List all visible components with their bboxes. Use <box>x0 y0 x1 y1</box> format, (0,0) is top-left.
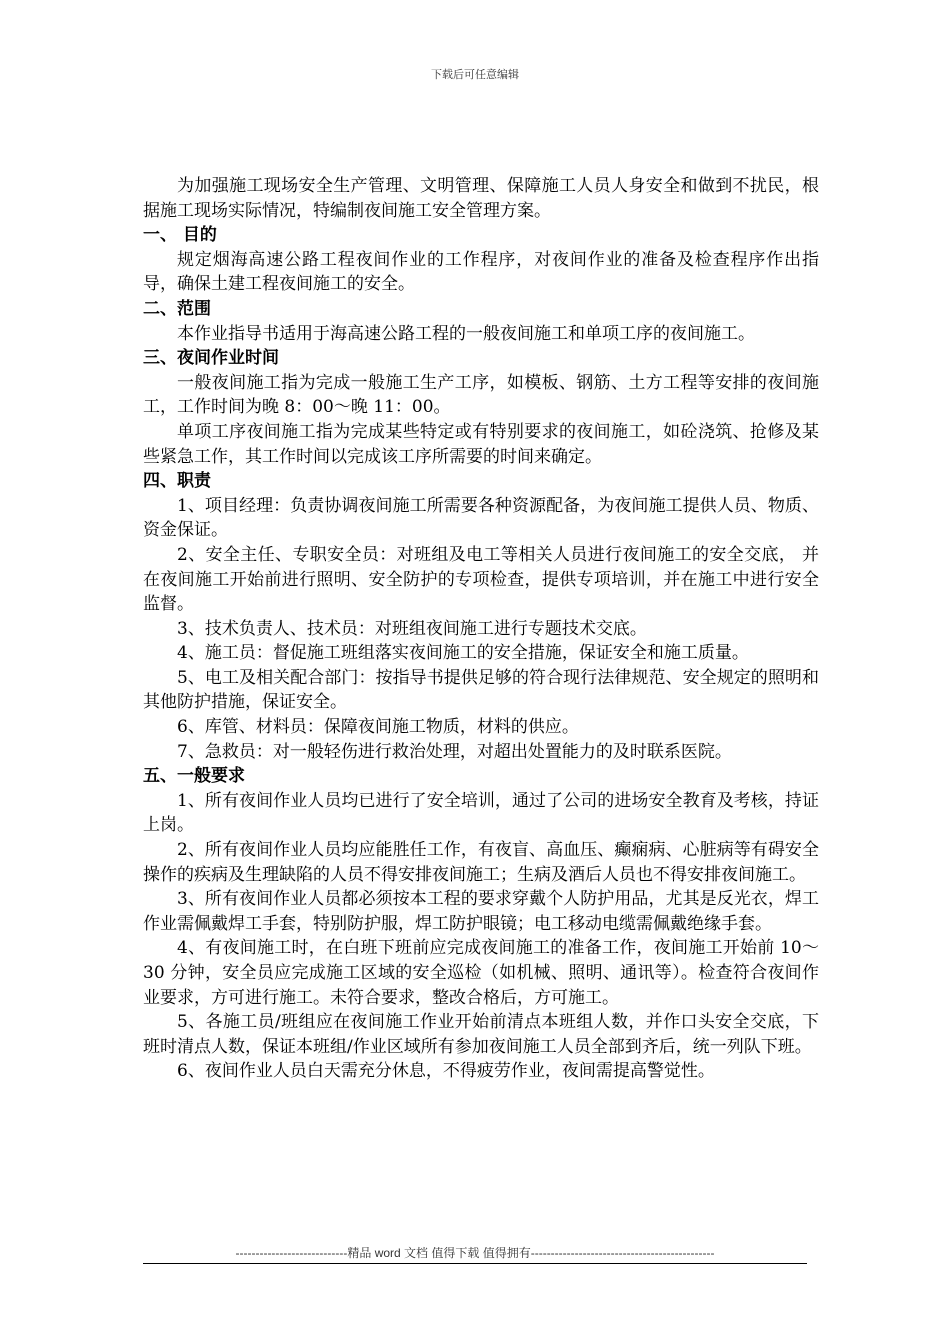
requirement-item: 6、夜间作业人员白天需充分休息，不得疲劳作业，夜间需提高警觉性。 <box>177 1061 715 1082</box>
requirement-item: 1、所有夜间作业人员均已进行了安全培训，通过了公司的进场安全教育及考核，持证上岗。 <box>143 790 819 836</box>
night-hours-paragraph: 一般夜间施工指为完成一般施工生产工序，如模板、钢筋、土方工程等安排的夜间施工，工作时间为晚 8：00～晚 11：00。 <box>143 372 819 418</box>
footer-text: ----------------------------精品 word 文档 值得下载 值得拥有---------------------------------------------- <box>235 1246 715 1260</box>
responsibility-item: 1、项目经理：负责协调夜间施工所需要各种资源配备，为夜间施工提供人员、物质、资金保证。 <box>143 495 819 541</box>
requirement-item: 5、各施工员/班组应在夜间施工作业开始前清点本班组人数，并作口头安全交底，下班时清点人数，保证本班组/作业区域所有参加夜间施工人员全部到齐后，统一列队下班。 <box>143 1012 819 1057</box>
section-heading-general-requirements: 五、一般要求 <box>143 766 245 787</box>
responsibility-item: 4、施工员：督促施工班组落实夜间施工的安全措施，保证安全和施工质量。 <box>177 643 749 664</box>
section-heading-scope: 二、范围 <box>143 298 211 319</box>
section-heading-night-hours: 三、夜间作业时间 <box>143 348 279 369</box>
requirement-item: 3、所有夜间作业人员都必须按本工程的要求穿戴个人防护用品，尤其是反光衣，焊工作业需佩戴焊工手套，特别防护服，焊工防护眼镜；电工移动电缆需佩戴绝缘手套。 <box>143 889 819 934</box>
responsibility-item: 6、库管、材料员：保障夜间施工物质，材料的供应。 <box>177 717 579 738</box>
requirement-item: 4、有夜间施工时，在白班下班前应完成夜间施工的准备工作，夜间施工开始前 10～30 分钟，安全员应完成施工区域的安全巡检（如机械、照明、通讯等）。检查符合夜间作业要求，方可进行施工。未符合要求，整改合格后，方可施工。 <box>143 938 819 1008</box>
responsibility-item: 2、安全主任、专职安全员：对班组及电工等相关人员进行夜间施工的安全交底， 并在夜间施工开始前进行照明、安全防护的专项检查，提供专项培训，并在施工中进行安全监督。 <box>143 544 819 615</box>
responsibility-item: 7、急救员：对一般轻伤进行救治处理，对超出处置能力的及时联系医院。 <box>177 741 732 762</box>
purpose-paragraph: 规定烟海高速公路工程夜间作业的工作程序，对夜间作业的准备及检查程序作出指导，确保土建工程夜间施工的安全。 <box>143 249 819 295</box>
scope-paragraph: 本作业指导书适用于海高速公路工程的一般夜间施工和单项工序的夜间施工。 <box>177 323 755 344</box>
section-heading-responsibilities: 四、职责 <box>143 471 211 492</box>
document-body <box>143 174 819 1084</box>
night-hours-paragraph: 单项工序夜间施工指为完成某些特定或有特别要求的夜间施工，如砼浇筑、抢修及某些紧急工作，其工作时间以完成该工序所需要的时间来确定。 <box>143 421 819 467</box>
responsibility-item: 3、技术负责人、技术员：对班组夜间施工进行专题技术交底。 <box>177 618 647 639</box>
section-heading-purpose: 一、 目的 <box>143 225 217 246</box>
responsibility-item: 5、电工及相关配合部门：按指导书提供足够的符合现行法律规范、安全规定的照明和其他防护措施，保证安全。 <box>143 667 819 713</box>
requirement-item: 2、所有夜间作业人员均应能胜任工作，有夜盲、高血压、癫痫病、心脏病等有碍安全操作的疾病及生理缺陷的人员不得安排夜间施工；生病及酒后人员也不得安排夜间施工。 <box>143 840 819 885</box>
footer-divider <box>143 1263 807 1264</box>
intro-paragraph: 为加强施工现场安全生产管理、文明管理、保障施工人员人身安全和做到不扰民，根据施工现场实际情况，特编制夜间施工安全管理方案。 <box>143 176 819 221</box>
header-note: 下载后可任意编辑 <box>431 68 519 81</box>
